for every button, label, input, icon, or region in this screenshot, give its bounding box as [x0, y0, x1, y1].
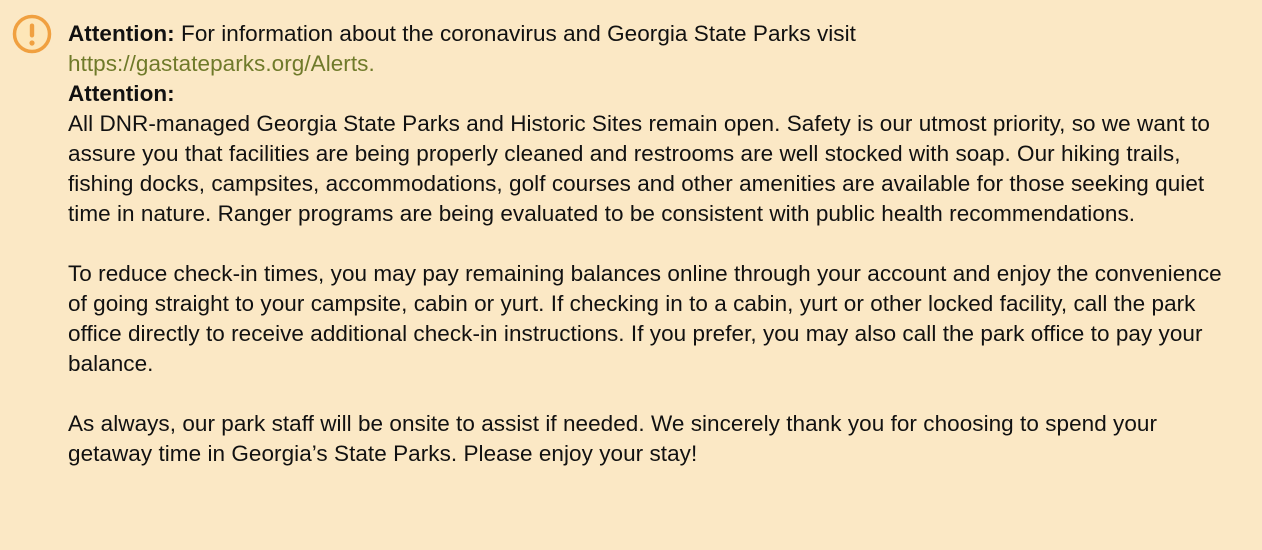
alert-second-label-line	[68, 79, 1242, 109]
alert-first-text: For information about the coronavirus and Georgia State Parks visit	[174, 21, 856, 46]
exclamation-circle-icon	[12, 14, 52, 54]
paragraph-spacer	[68, 229, 1242, 259]
paragraph-spacer	[68, 379, 1242, 409]
attention-label: Attention:	[68, 21, 175, 46]
alert-paragraph-1: All DNR-managed Georgia State Parks and Historic Sites remain open. Safety is our utmost priority, so we want to assure you that facilities are being properly cleaned and restrooms are well stocked with soap. Our hiking trails, fishing docks, campsites, accommodations, golf courses and other amenities are available for those seeking quiet time in nature. Ranger programs are being evaluated to be consistent with public health recommendations.	[68, 111, 1210, 226]
attention-label-2: Attention:	[68, 81, 175, 106]
alert-paragraph-2: To reduce check-in times, you may pay remaining balances online through your account and enjoy the convenience of going straight to your campsite, cabin or yurt. If checking in to a cabin, yurt or other locked facility, call the park office directly to receive additional check-in instructions. If you prefer, you may also call the park office to pay your balance.	[68, 261, 1222, 376]
alert-first-message	[68, 19, 1242, 79]
alert-content	[68, 19, 1242, 469]
alert-paragraph-3: As always, our park staff will be onsite to assist if needed. We sincerely thank you for choosing to spend your getaway time in Georgia’s State Parks. Please enjoy your stay!	[68, 411, 1158, 466]
alerts-link[interactable]: https://gastateparks.org/Alerts.	[68, 51, 375, 76]
